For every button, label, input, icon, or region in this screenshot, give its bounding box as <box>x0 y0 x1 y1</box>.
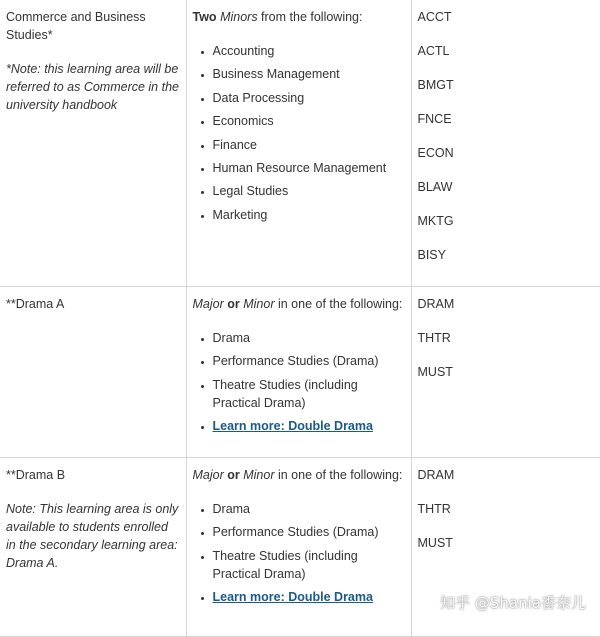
intro-major: Major <box>192 297 224 311</box>
intro-count: Two <box>192 10 217 24</box>
intro-major: Major <box>192 468 224 482</box>
learn-more-link[interactable]: Learn more: Double Drama <box>212 419 373 434</box>
unit-code: ACTL <box>417 44 450 58</box>
intro-rest: from the following: <box>257 10 363 24</box>
intro-minor: Minor <box>243 468 275 482</box>
list-item: • Economics <box>213 112 405 130</box>
intro-or: or <box>227 297 240 311</box>
unit-code: BISY <box>417 248 446 262</box>
area-name: **Drama A <box>6 297 65 311</box>
unit-code: FNCE <box>417 112 452 126</box>
options-list <box>193 329 405 435</box>
learn-more-link[interactable]: Learn more: Double Drama <box>212 590 373 605</box>
list-item: • Accounting <box>213 42 405 60</box>
area-name: Commerce and Business Studies* <box>6 10 146 42</box>
table-row <box>0 287 600 458</box>
list-item: • Business Management <box>213 65 405 83</box>
requirement-intro <box>193 8 405 26</box>
codes-cell <box>411 0 600 287</box>
unit-code: BMGT <box>417 78 454 92</box>
options-list <box>193 42 405 224</box>
options-list <box>193 500 405 606</box>
intro-rest: in one of the following: <box>274 297 403 311</box>
area-name: **Drama B <box>6 468 66 482</box>
codes-cell <box>411 287 600 458</box>
unit-code: THTR <box>417 331 451 345</box>
requirement-cell <box>186 287 411 458</box>
unit-code: MUST <box>417 536 453 550</box>
requirement-cell <box>186 0 411 287</box>
requirement-intro <box>193 295 405 313</box>
intro-rest: in one of the following: <box>274 468 403 482</box>
table-row <box>0 0 600 287</box>
area-cell <box>0 287 186 458</box>
list-item: • Drama <box>213 500 405 518</box>
unit-code: ACCT <box>417 10 452 24</box>
list-item: • Drama <box>213 329 405 347</box>
unit-code: BLAW <box>417 180 453 194</box>
unit-code: DRAM <box>417 468 455 482</box>
unit-code: MUST <box>417 365 453 379</box>
unit-code: MKTG <box>417 214 454 228</box>
area-note: Note: This learning area is only available to students enrolled in the secondary learning area: Drama A. <box>6 502 179 570</box>
intro-or: or <box>227 468 240 482</box>
area-cell <box>0 458 186 637</box>
intro-minor: Minor <box>243 297 275 311</box>
area-note: *Note: this learning area will be referred to as Commerce in the university handbook <box>6 62 179 112</box>
list-item: • Data Processing <box>213 89 405 107</box>
requirement-cell <box>186 458 411 637</box>
intro-type: Minors <box>220 10 258 24</box>
requirement-intro <box>193 466 405 484</box>
list-item-link <box>213 417 405 435</box>
watermark: 知乎 @Shania香奈儿 <box>440 594 586 612</box>
list-item: • Theatre Studies (including Practical Drama) <box>213 547 405 583</box>
list-item: • Performance Studies (Drama) <box>213 352 405 370</box>
list-item: • Finance <box>213 136 405 154</box>
unit-code: THTR <box>417 502 451 516</box>
unit-code: DRAM <box>417 297 455 311</box>
list-item: • Performance Studies (Drama) <box>213 523 405 541</box>
list-item-link <box>213 588 405 606</box>
list-item: • Legal Studies <box>213 182 405 200</box>
unit-code: ECON <box>417 146 454 160</box>
list-item: • Marketing <box>213 206 405 224</box>
list-item: • Theatre Studies (including Practical Drama) <box>213 376 405 412</box>
list-item: • Human Resource Management <box>213 159 405 177</box>
area-cell <box>0 0 186 287</box>
